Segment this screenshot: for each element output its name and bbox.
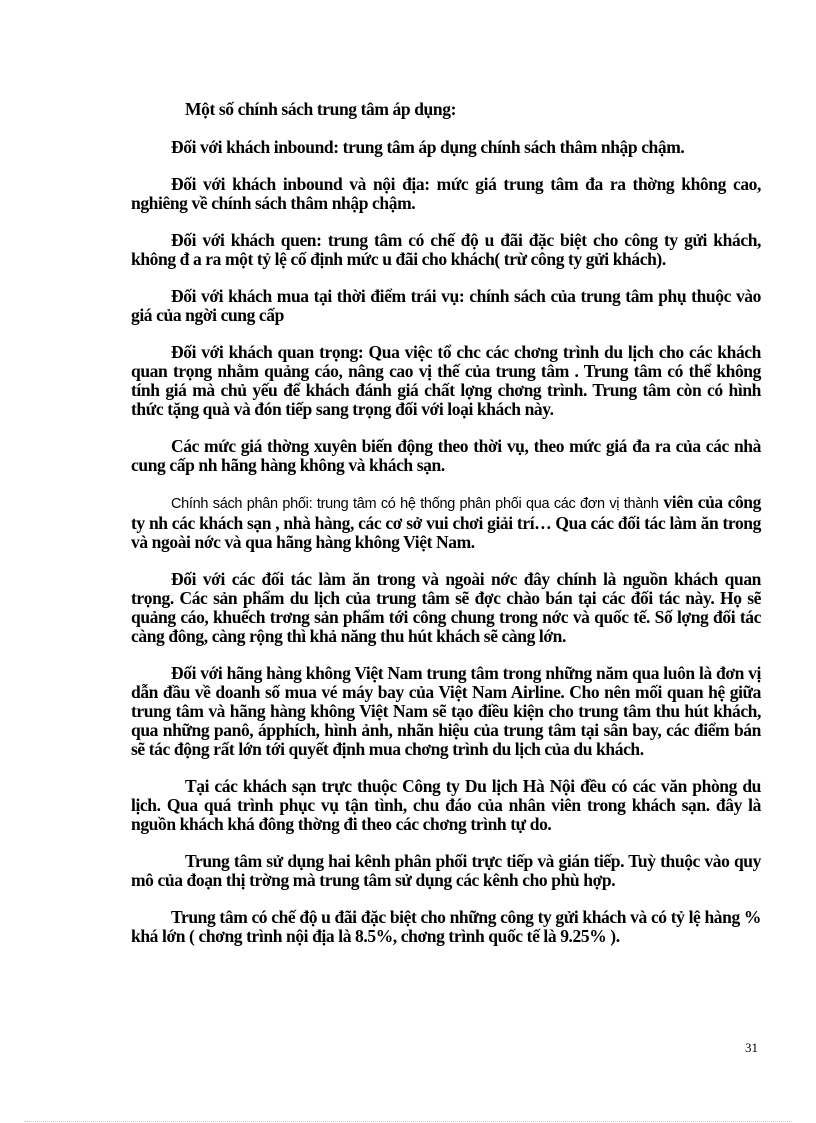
- document-body: [131, 100, 761, 964]
- paragraph-partners: Đối với các đối tác làm ăn trong và ngoài nớc đây chính là nguồn khách quan trọng. Các sản phẩm du lịch của trung tâm sẽ đợc chào bán tại các đối tác này. Họ sẽ quảng cáo, khuếch trơng sản phẩm tới công chung trong nớc và quốc tế. Số lợng đối tác càng đông, càng rộng thì khả năng thu hút khách sẽ càng lớn.: [131, 569, 761, 646]
- paragraph-vietnam-airlines: Đối với hãng hàng không Việt Nam trung tâm trong những năm qua luôn là đơn vị dẫn đầu về doanh số mua vé máy bay của Việt Nam Airline. Cho nên mối quan hệ giữa trung tâm và hãng hàng không Việt Nam sẽ tạo điều kiện cho trung tâm thu hút khách, qua những panô, ápphích, hình ảnh, nhãn hiệu của trung tâm tại sân bay, các điểm bán sẽ tác động rất lớn tới quyết định mua chơng trình du lịch của du khách.: [131, 663, 761, 759]
- paragraph-off-season: Đối với khách mua tại thời điểm trái vụ: chính sách của trung tâm phụ thuộc vào giá của ngời cung cấp: [131, 286, 761, 325]
- paragraph-price-fluctuation: Các mức giá thờng xuyên biến động theo thời vụ, theo mức giá đa ra của các nhà cung cấp nh hãng hàng không và khách sạn.: [131, 436, 761, 475]
- paragraph-inbound: Đối với khách inbound: trung tâm áp dụng chính sách thâm nhập chậm.: [171, 137, 685, 157]
- paragraph-regular-customers: Đối với khách quen: trung tâm có chế độ u đãi đặc biệt cho công ty gửi khách, không đ a ra một tỷ lệ cố định mức u đãi cho khách( trừ công ty gửi khách).: [131, 230, 761, 269]
- page-bottom-divider: [24, 1121, 792, 1122]
- paragraph-important-customers: Đối với khách quan trọng: Qua việc tổ chc các chơng trình du lịch cho các khách quan trọng nhằm quảng cáo, nâng cao vị thế của trung tâm . Trung tâm có thể không tính giá mà chủ yếu để khách đánh giá chất lợng chơng trình. Trung tâm còn có hình thức tặng quà và đón tiếp sang trọng đối với loại khách này.: [131, 342, 761, 419]
- page-number: 31: [745, 1040, 758, 1055]
- section-heading: Một số chính sách trung tâm áp dụng:: [185, 99, 456, 119]
- paragraph-distribution-policy: [131, 493, 761, 552]
- distribution-lead-text: Chính sách phân phối: trung tâm có hệ thống phân phối qua các đơn vị thành: [171, 496, 659, 512]
- paragraph-channels: Trung tâm sử dụng hai kênh phân phối trực tiếp và gián tiếp. Tuỳ thuộc vào quy mô của đoạn thị trờng mà trung tâm sử dụng các kênh cho phù hợp.: [131, 851, 761, 890]
- paragraph-hotels: Tại các khách sạn trực thuộc Công ty Du lịch Hà Nội đều có các văn phòng du lịch. Qua quá trình phục vụ tận tình, chu đáo của nhân viên trong khách sạn. đây là nguồn khách khá đông thờng đi theo các chơng trình tự do.: [131, 776, 761, 834]
- distribution-rest-text: viên của công ty nh các khách sạn , nhà hàng, các cơ sở vui chơi giải trí… Qua các đối tác làm ăn trong và ngoài nớc và qua hãng hàng không Việt Nam.: [131, 492, 761, 552]
- paragraph-commission: Trung tâm có chế độ u đãi đặc biệt cho những công ty gửi khách và có tỷ lệ hàng % khá lớn ( chơng trình nội địa là 8.5%, chơng trình quốc tế là 9.25% ).: [131, 907, 761, 946]
- paragraph-inbound-domestic: Đối với khách inbound và nội địa: mức giá trung tâm đa ra thờng không cao, nghiêng về chính sách thâm nhập chậm.: [131, 174, 761, 213]
